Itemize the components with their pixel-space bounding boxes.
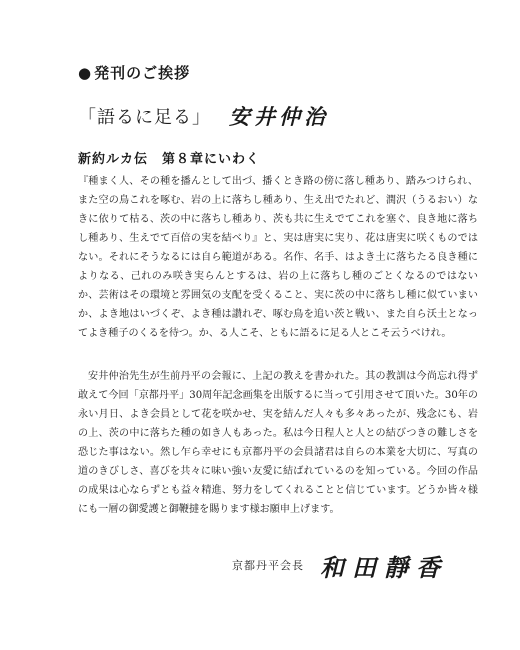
subtitle [78, 148, 260, 167]
quote-paragraph: 『種まく人、その種を播んとして出づ、播くとき路の傍に落し種あり、踏みつけられ、また空の鳥これを啄む、岩の上に落ちし種あり、生え出でたれど、潤沢（うるおい）なきに依りて枯る、茨の中に落ちし種あり、茨も共に生えでてこれを塞ぐ、良き地に落ちし種あり、生えでて百倍の実を結べり』と、実は唐実に実り、花は唐実に咲くものではない。それにそうなるには自ら範道がある。名作、名手、はよき土に落ちたる良き種によりなる、己れのみ咲き実らんとするは、岩の上に落ちし種のごとくなるのではないか、芸術はその環境と雰囲気の支配を受くること、実に茨の中に落ちし種に似ていまいか、よき地はいづくぞ、よき種は讃れぞ、啄む鳥を追い茨と戦い、また自ら沃土となってよき種子のくるを待つ。か、る人こそ、ともに語るに足る人とこそ云うべけれ。 [78, 176, 478, 339]
heading-text: 発刊のご挨拶 [94, 64, 191, 82]
title-row [78, 100, 329, 132]
bullet-icon: ● [78, 64, 93, 82]
page-title: 「語るに足る」 [78, 107, 211, 128]
signer-name: 和田靜香 [320, 552, 448, 582]
subtitle-chapter: 第８章にいわく [162, 152, 261, 167]
signer-title: 京都丹平会長 [232, 559, 304, 572]
body-paragraph: 安井仲治先生が生前丹平の会報に、上記の教えを書かれた。其の教訓は今尚忘れ得ず敢えて今回「京都丹平」30周年記念画集を出版するに当って引用させて頂いた。30年の永い月日、よき会員として花を咲かせ、実を結んだ人々も多々あったが、残念にも、岩の上、茨の中に落ちた種の如き人もあった。私は今日程人と人との結びつきの難しさを恐じた事はない。然し乍ら幸せにも京都丹平の会員諸君は自らの本業を大切に、写真の道のきびしさ、喜びを共々に味い強い友愛に結ばれているのを知っている。今回の作品の成果は心ならずとも益々精進、努力をしてくれることと信じています。どうか皆々様にも一層の御愛護と御鞭撻を賜ります様お願申上げます。 [78, 371, 478, 515]
signature-block [232, 545, 448, 585]
section-heading [78, 62, 190, 83]
author-signature: 安井仲治 [229, 104, 329, 129]
subtitle-source: 新約ルカ伝 [78, 152, 149, 167]
